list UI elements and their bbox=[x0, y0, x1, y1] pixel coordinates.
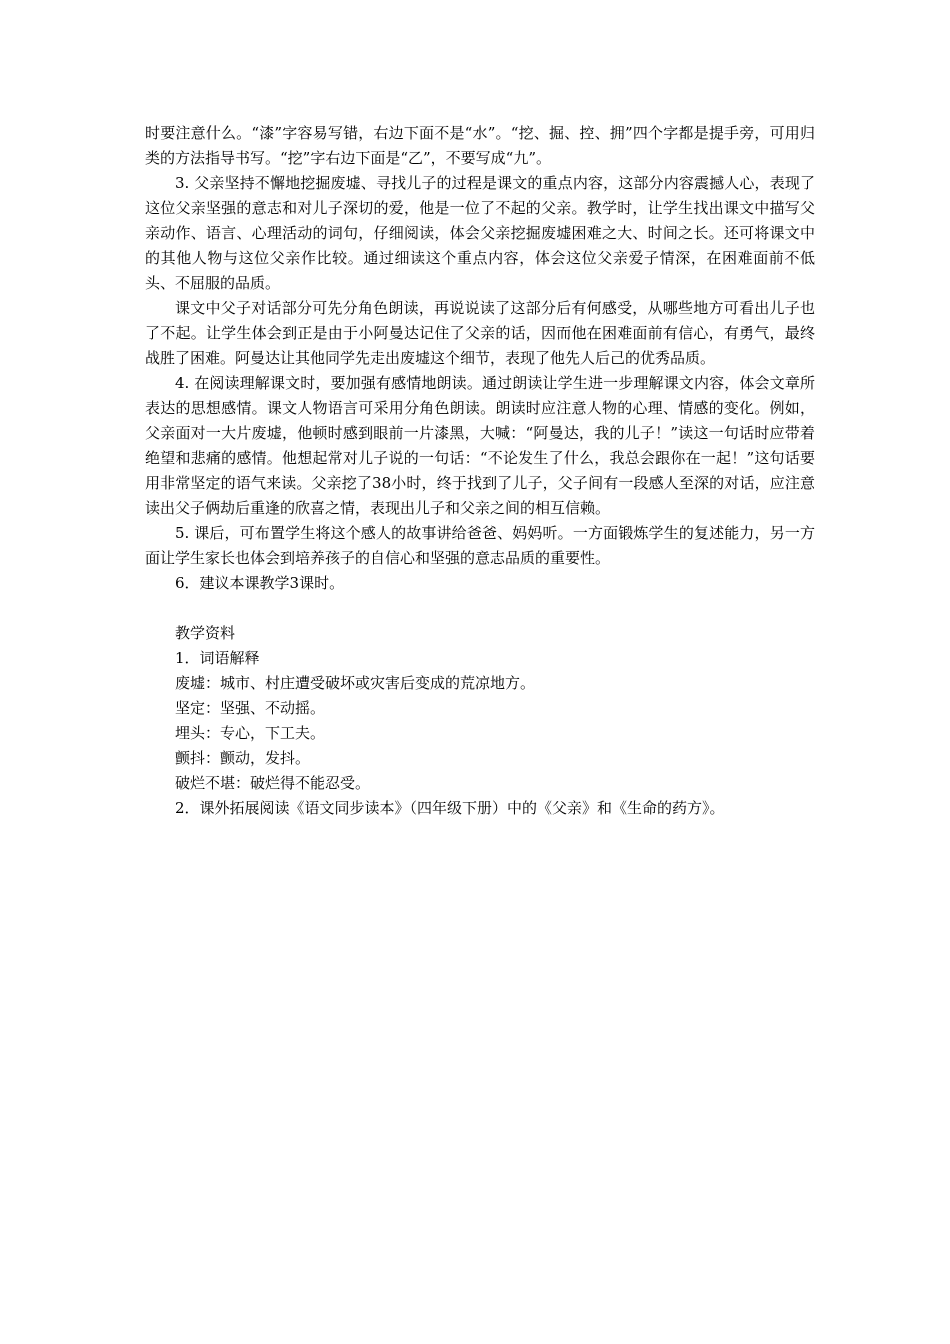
vocabulary-term: 坚定：坚强、不动摇。 bbox=[175, 699, 326, 717]
section-spacer bbox=[145, 596, 815, 621]
vocabulary-term: 废墟：城市、村庄遭受破坏或灾害后变成的荒凉地方。 bbox=[175, 674, 536, 692]
paragraph-dialogue: 课文中父子对话部分可先分角色朗读，再说说读了这部分后有何感受，从哪些地方可看出儿子也了不起。让学生体会到正是由于小阿曼达记住了父亲的话，因而他在困难面前有信心，有勇气，最终战胜了困难。阿曼达让其他同学先走出废墟这个细节，表现了他先人后己的优秀品质。 bbox=[145, 299, 815, 367]
paragraph-6: 6．建议本课教学3课时。 bbox=[175, 574, 345, 592]
vocabulary-term: 破烂不堪：破烂得不能忍受。 bbox=[175, 774, 371, 792]
paragraph-3: 3. 父亲坚持不懈地挖掘废墟、寻找儿子的过程是课文的重点内容，这部分内容震撼人心，表现了这位父亲坚强的意志和对儿子深切的爱，他是一位了不起的父亲。教学时，让学生找出课文中描写父亲动作、语言、心理活动的词句，仔细阅读，体会父亲挖掘废墟困难之大、时间之长。还可将课文中的其他人物与这位父亲作比较。通过细读这个重点内容，体会这位父亲爱子情深，在困难面前不低头、不屈服的品质。 bbox=[145, 174, 815, 292]
vocabulary-term: 颤抖：颤动，发抖。 bbox=[175, 749, 311, 767]
paragraph-4: 4. 在阅读理解课文时，要加强有感情地朗读。通过朗读让学生进一步理解课文内容，体会文章所表达的思想感情。课文人物语言可采用分角色朗读。朗读时应注意人物的心理、情感的变化。例如，父亲面对一大片废墟，他顿时感到眼前一片漆黑，大喊：“阿曼达，我的儿子！”读这一句话时应带着绝望和悲痛的感情。他想起常对儿子说的一句话：“不论发生了什么，我总会跟你在一起！”这句话要用非常坚定的语气来读。父亲挖了38小时，终于找到了儿子，父子间有一段感人至深的对话，应注意读出父子俩劫后重逢的欣喜之情，表现出儿子和父亲之间的相互信赖。 bbox=[145, 374, 815, 517]
vocabulary-title: 1．词语解释 bbox=[175, 649, 260, 667]
paragraph-5: 5. 课后，可布置学生将这个感人的故事讲给爸爸、妈妈听。一方面锻炼学生的复述能力，另一方面让学生家长也体会到培养孩子的自信心和坚强的意志品质的重要性。 bbox=[145, 524, 815, 567]
vocabulary-term: 埋头：专心，下工夫。 bbox=[175, 724, 326, 742]
extended-reading: 2．课外拓展阅读《语文同步读本》（四年级下册）中的《父亲》和《生命的药方》。 bbox=[175, 799, 725, 817]
document-body bbox=[145, 121, 815, 821]
resources-heading: 教学资料 bbox=[175, 624, 236, 642]
paragraph-continued: 时要注意什么。“漆”字容易写错，右边下面不是“水”。“挖、掘、控、拥”四个字都是提手旁，可用归类的方法指导书写。“挖”字右边下面是“乙”，不要写成“九”。 bbox=[145, 124, 815, 167]
